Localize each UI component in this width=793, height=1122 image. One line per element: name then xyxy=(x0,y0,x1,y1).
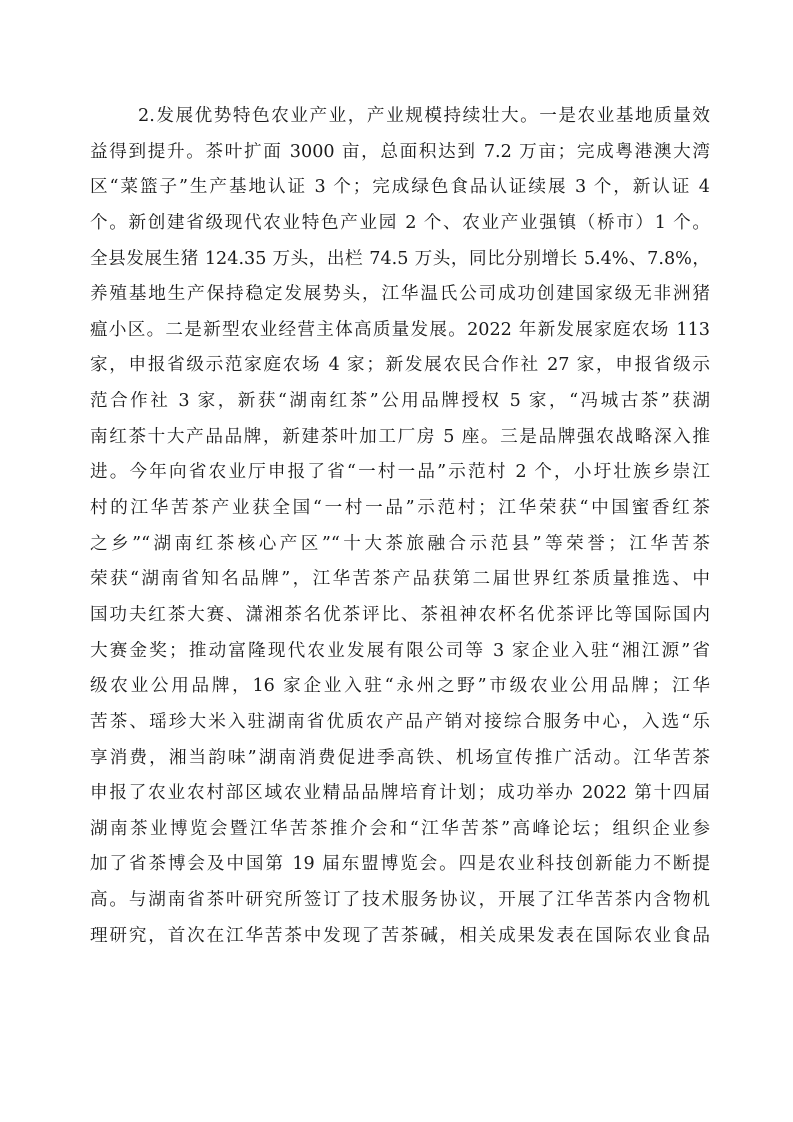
paragraph-line: 荣获“湖南省知名品牌”，江华苦茶产品获第二届世界红茶质量推选、中 xyxy=(90,569,710,590)
paragraph-line: 范合作社 3 家，新获“湖南红茶”公用品牌授权 5 家，“冯城古茶”获湖 xyxy=(90,391,710,412)
paragraph-line: 家，申报省级示范家庭农场 4 家；新发展农民合作社 27 家，申报省级示 xyxy=(90,355,710,376)
document-body xyxy=(90,99,710,954)
paragraph-line: 益得到提升。茶叶扩面 3000 亩，总面积达到 7.2 万亩；完成粤港澳大湾 xyxy=(90,141,710,162)
paragraph-line: 区“菜篮子”生产基地认证 3 个；完成绿色食品认证续展 3 个，新认证 4 xyxy=(90,177,710,198)
paragraph-line: 村的江华苦茶产业获全国“一村一品”示范村；江华荣获“中国蜜香红茶 xyxy=(90,498,710,519)
paragraph-line: 享消费，湘当韵味”湖南消费促进季高铁、机场宣传推广活动。江华苦茶 xyxy=(90,747,710,768)
paragraph-line: 进。今年向省农业厅申报了省“一村一品”示范村 2 个，小圩壮族乡崇江 xyxy=(90,462,710,483)
paragraph-line: 理研究，首次在江华苦茶中发现了苦茶碱，相关成果发表在国际农业食品 xyxy=(90,925,710,946)
paragraph-line: 加了省茶博会及中国第 19 届东盟博览会。四是农业科技创新能力不断提 xyxy=(90,854,710,875)
paragraph-line: 养殖基地生产保持稳定发展势头，江华温氏公司成功创建国家级无非洲猪 xyxy=(90,284,710,305)
paragraph-line: 级农业公用品牌，16 家企业入驻“永州之野”市级农业公用品牌；江华 xyxy=(90,676,710,697)
paragraph-line: 申报了农业农村部区域农业精品品牌培育计划；成功举办 2022 第十四届 xyxy=(90,783,710,804)
paragraph-line: 大赛金奖；推动富隆现代农业发展有限公司等 3 家企业入驻“湘江源”省 xyxy=(90,640,710,661)
paragraph-line: 全县发展生猪 124.35 万头，出栏 74.5 万头，同比分别增长 5.4%、7.8%， xyxy=(90,248,710,269)
paragraph-line: 瘟小区。二是新型农业经营主体高质量发展。2022 年新发展家庭农场 113 xyxy=(90,319,710,340)
paragraph-line: 南红茶十大产品品牌，新建茶叶加工厂房 5 座。三是品牌强农战略深入推 xyxy=(90,426,710,447)
paragraph-line: 国功夫红茶大赛、潇湘茶名优茶评比、茶祖神农杯名优茶评比等国际国内 xyxy=(90,604,710,625)
paragraph-line: 个。新创建省级现代农业特色产业园 2 个、农业产业强镇（桥市）1 个。 xyxy=(90,212,710,233)
paragraph-line: 之乡”“湖南红茶核心产区”“十大茶旅融合示范县”等荣誉；江华苦茶 xyxy=(90,533,710,554)
paragraph-line: 2.发展优势特色农业产业，产业规模持续壮大。一是农业基地质量效 xyxy=(138,106,710,126)
paragraph-line: 湖南茶业博览会暨江华苦茶推介会和“江华苦茶”高峰论坛；组织企业参 xyxy=(90,818,710,839)
paragraph-line: 高。与湖南省茶叶研究所签订了技术服务协议，开展了江华苦茶内含物机 xyxy=(90,890,710,911)
paragraph-line: 苦茶、瑶珍大米入驻湖南省优质农产品产销对接综合服务中心，入选“乐 xyxy=(90,711,710,732)
